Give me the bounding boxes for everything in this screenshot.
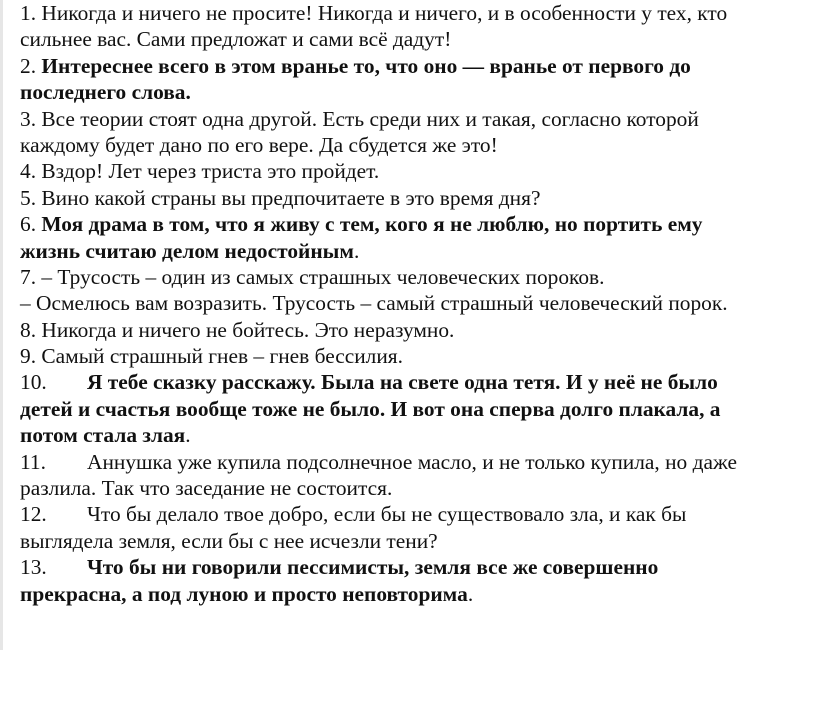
- item-number: 7.: [20, 264, 42, 289]
- item-7-line-2: [20, 290, 810, 316]
- item-13-line-2: [20, 581, 810, 607]
- quote-text: – Осмелюсь вам возразить. Трусость – самый страшный человеческий порок.: [20, 291, 728, 316]
- quote-text: – Трусость – один из самых страшных человеческих пороков.: [41, 264, 605, 289]
- quote-text-bold: жизнь считаю делом недостойным: [20, 238, 354, 263]
- item-number: 10.: [20, 370, 47, 395]
- item-8-line-1: [20, 317, 810, 343]
- quote-text: Все теории стоят одна другой. Есть среди них и такая, согласно которой: [41, 106, 699, 131]
- quote-text-bold: Моя драма в том, что я живу с тем, кого я не люблю, но портить ему: [41, 212, 703, 237]
- item-number: 13.: [20, 555, 47, 580]
- item-7-line-1: [20, 264, 810, 290]
- quotes-text-block: [20, 0, 810, 607]
- item-2-line-1: [20, 53, 810, 79]
- item-number: 11.: [20, 449, 46, 474]
- quote-text: каждому будет дано по его вере. Да сбудется же это!: [20, 132, 498, 157]
- item-number: 5.: [20, 185, 42, 210]
- item-13-line-1: [20, 554, 810, 580]
- quote-text-bold: прекрасна, а под луною и просто неповторима: [20, 581, 468, 606]
- quote-tail: .: [467, 581, 474, 606]
- item-10-line-2: [20, 396, 810, 422]
- item-10-line-1: [20, 369, 810, 395]
- item-5-line-1: [20, 185, 810, 211]
- item-3-line-1: [20, 106, 810, 132]
- item-2-line-2: [20, 79, 810, 105]
- quote-text: разлила. Так что заседание не состоится.: [20, 476, 393, 501]
- item-number: 2.: [20, 53, 42, 78]
- quote-text: Самый страшный гнев – гнев бессилия.: [41, 344, 403, 369]
- quote-tail: .: [353, 238, 360, 263]
- item-12-line-1: [20, 501, 810, 527]
- quote-text: Аннушка уже купила подсолнечное масло, и не только купила, но даже: [87, 449, 737, 474]
- item-number: 8.: [20, 317, 42, 342]
- quote-text: Вино какой страны вы предпочитаете в это время дня?: [41, 185, 541, 210]
- quote-text-bold: Интереснее всего в этом вранье то, что оно — вранье от первого до: [41, 53, 691, 78]
- quote-text-bold: последнего слова.: [20, 80, 191, 105]
- quote-text-bold: потом стала злая: [20, 423, 186, 448]
- item-number: 4.: [20, 159, 42, 184]
- item-6-line-2: [20, 238, 810, 264]
- quote-text-bold: детей и счастья вообще тоже не было. И вот она сперва долго плакала, а: [20, 396, 721, 421]
- quote-text: Никогда и ничего не просите! Никогда и ничего, и в особенности у тех, кто: [41, 1, 728, 25]
- quote-text: Что бы делало твое добро, если бы не существовало зла, и как бы: [87, 502, 687, 527]
- item-3-line-2: [20, 132, 810, 158]
- item-number: 1.: [20, 1, 42, 25]
- quote-text: сильнее вас. Сами предложат и сами всё дадут!: [20, 27, 452, 52]
- item-1-line-1: [20, 0, 810, 26]
- quote-text: выглядела земля, если бы с нее исчезли тени?: [20, 528, 438, 553]
- item-number: 6.: [20, 212, 42, 237]
- item-11-line-2: [20, 475, 810, 501]
- item-11-line-1: [20, 449, 810, 475]
- quote-text-bold: Я тебе сказку расскажу. Была на свете одна тетя. И у неё не было: [87, 370, 718, 395]
- item-number: 3.: [20, 106, 42, 131]
- item-12-line-2: [20, 528, 810, 554]
- item-4-line-1: [20, 158, 810, 184]
- quote-tail: .: [185, 423, 191, 448]
- page-edge-divider: [0, 0, 3, 650]
- item-10-line-3: [20, 422, 810, 448]
- item-6-line-1: [20, 211, 810, 237]
- quote-text-bold: Что бы ни говорили пессимисты, земля все же совершенно: [87, 555, 659, 580]
- item-1-line-2: [20, 26, 810, 52]
- item-number: 9.: [20, 344, 42, 369]
- quote-text: Никогда и ничего не бойтесь. Это неразумно.: [41, 317, 455, 342]
- item-9-line-1: [20, 343, 810, 369]
- quote-text: Вздор! Лет через триста это пройдет.: [41, 159, 380, 184]
- item-number: 12.: [20, 502, 47, 527]
